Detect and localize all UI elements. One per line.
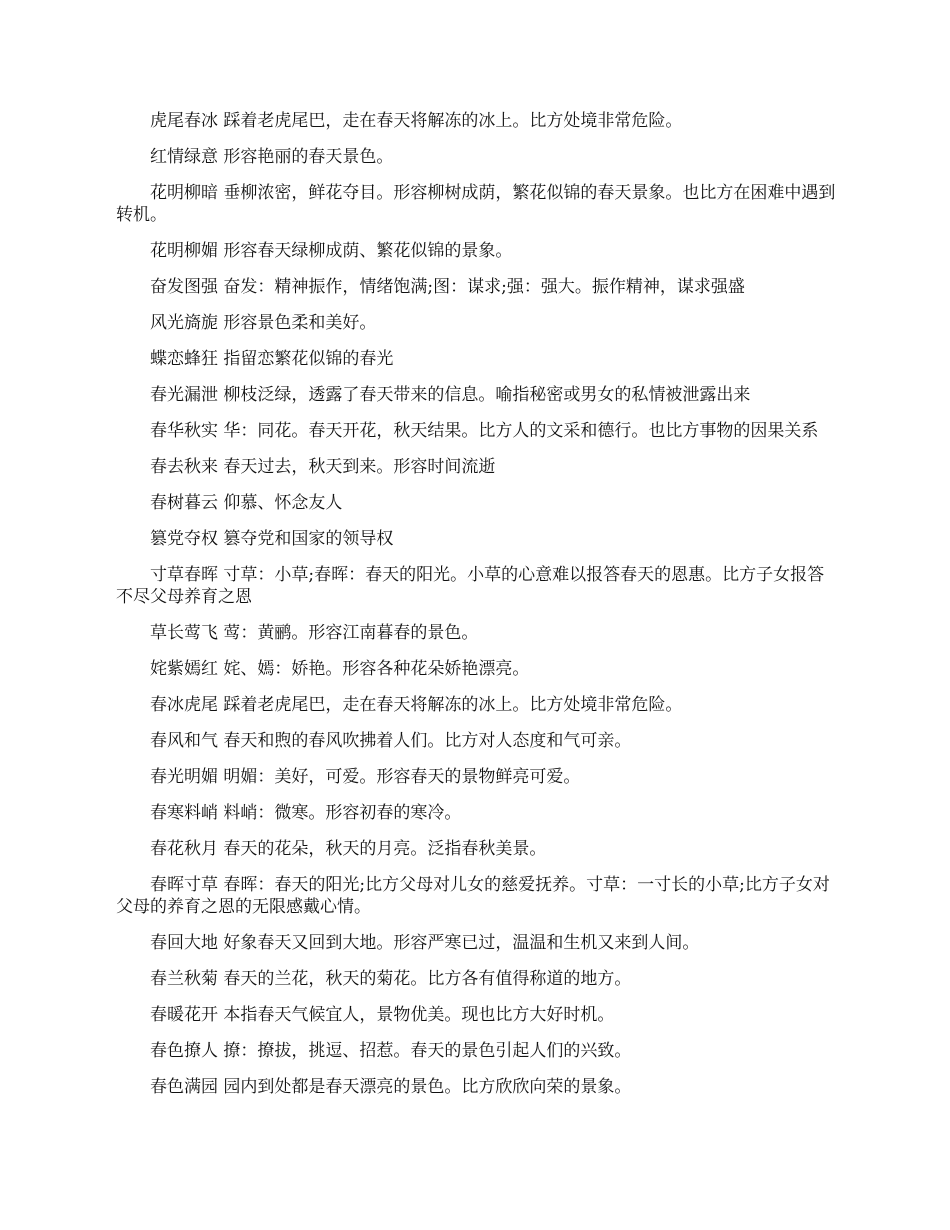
idiom-entry: 红情绿意 形容艳丽的春天景色。 bbox=[150, 147, 394, 167]
idiom-entry: 春树暮云 仰慕、怀念友人 bbox=[150, 493, 343, 513]
idiom-entry: 春寒料峭 料峭：微寒。形容初春的寒冷。 bbox=[150, 803, 462, 823]
idiom-entry: 虎尾春冰 踩着老虎尾巴，走在春天将解冻的冰上。比方处境非常危险。 bbox=[150, 111, 683, 131]
idiom-entry: 春色满园 园内到处都是春天漂亮的景色。比方欣欣向荣的景象。 bbox=[150, 1077, 632, 1097]
document-page bbox=[116, 110, 838, 1112]
idiom-entry: 春华秋实 华：同花。春天开花，秋天结果。比方人的文采和德行。也比方事物的因果关系 bbox=[150, 421, 819, 441]
idiom-entry: 春光明媚 明媚：美好，可爱。形容春天的景物鲜亮可爱。 bbox=[150, 767, 581, 787]
idiom-entry: 春晖寸草 春晖：春天的阳光;比方父母对儿女的慈爱抚养。寸草：一寸长的小草;比方子女对父母的养育之恩的无限感戴心情。 bbox=[116, 875, 830, 917]
idiom-entry: 春色撩人 撩：撩拔，挑逗、招惹。春天的景色引起人们的兴致。 bbox=[150, 1041, 632, 1061]
idiom-entry: 奋发图强 奋发：精神振作，情绪饱满;图：谋求;强：强大。振作精神，谋求强盛 bbox=[150, 277, 745, 297]
idiom-entry: 篡党夺权 篡夺党和国家的领导权 bbox=[150, 529, 394, 549]
idiom-entry: 春风和气 春天和煦的春风吹拂着人们。比方对人态度和气可亲。 bbox=[150, 731, 632, 751]
idiom-entry: 春兰秋菊 春天的兰花，秋天的菊花。比方各有值得称道的地方。 bbox=[150, 969, 632, 989]
idiom-entry: 姹紫嫣红 姹、嫣：娇艳。形容各种花朵娇艳漂亮。 bbox=[150, 659, 530, 679]
idiom-entry: 草长莺飞 莺：黄鹂。形容江南暮春的景色。 bbox=[150, 623, 479, 643]
idiom-entry: 春花秋月 春天的花朵，秋天的月亮。泛指春秋美景。 bbox=[150, 839, 547, 859]
idiom-entry: 花明柳暗 垂柳浓密，鲜花夺目。形容柳树成荫，繁花似锦的春天景象。也比方在困难中遇到转机。 bbox=[116, 183, 836, 225]
idiom-entry: 花明柳媚 形容春天绿柳成荫、繁花似锦的景象。 bbox=[150, 241, 513, 261]
idiom-entry: 春暖花开 本指春天气候宜人，景物优美。现也比方大好时机。 bbox=[150, 1005, 615, 1025]
idiom-entry: 春光漏泄 柳枝泛绿，透露了春天带来的信息。喻指秘密或男女的私情被泄露出来 bbox=[150, 385, 751, 405]
idiom-entry: 春冰虎尾 踩着老虎尾巴，走在春天将解冻的冰上。比方处境非常危险。 bbox=[150, 695, 683, 715]
idiom-entry: 蝶恋蜂狂 指留恋繁花似锦的春光 bbox=[150, 349, 394, 369]
idiom-entry: 寸草春晖 寸草：小草;春晖：春天的阳光。小草的心意难以报答春天的恩惠。比方子女报答不尽父母养育之恩 bbox=[116, 565, 825, 607]
idiom-entry: 春去秋来 春天过去，秋天到来。形容时间流逝 bbox=[150, 457, 496, 477]
idiom-entry: 春回大地 好象春天又回到大地。形容严寒已过，温温和生机又来到人间。 bbox=[150, 933, 700, 953]
idiom-entry: 风光旖旎 形容景色柔和美好。 bbox=[150, 313, 377, 333]
